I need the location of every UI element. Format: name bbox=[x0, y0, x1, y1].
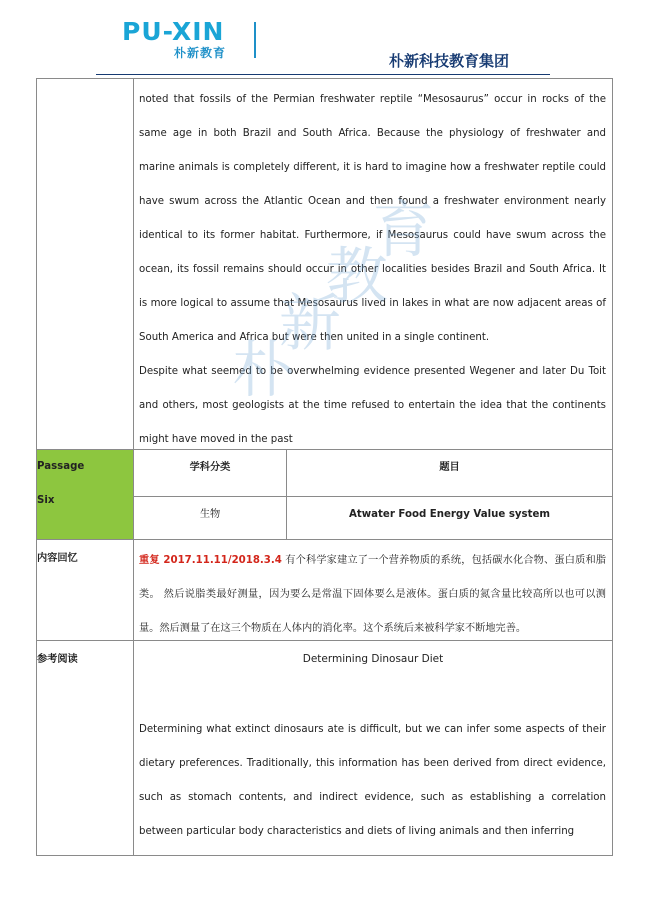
header-rule bbox=[96, 74, 550, 75]
repeat-tag: 重复 2017.11.11/2018.3.4 bbox=[139, 555, 282, 566]
logo-subtitle: 朴新教育 bbox=[174, 46, 227, 60]
watermark-glyph: 朴 bbox=[232, 333, 295, 407]
reference-paragraph: Determining what extinct dinosaurs ate is difficult, but we can infer some aspects of their dietary preferences. Traditionally, this information has been derived from direct evidence, such as stomach contents, and indirect evidence, such as establishing a correlation between particular body characteristics and diets of living animals and then inferring bbox=[139, 724, 606, 837]
subject-header: 学科分类 bbox=[134, 450, 287, 497]
subject-value: 生物 bbox=[134, 497, 287, 540]
watermark-glyph: 育 bbox=[372, 193, 435, 267]
topic-header: 题目 bbox=[287, 450, 613, 497]
empty-label-cell bbox=[37, 79, 134, 450]
passage-paragraph: noted that fossils of the Permian freshwater reptile “Mesosaurus” occur in rocks of the same age in both Brazil and South Africa. Because the physiology of freshwater and marine animals is completely different, it is hard to imagine how a freshwater reptile could have swum across the Atlantic Ocean and then found a freshwater environment nearly identical to its former habitat. Furthermore, if Mesosaurus could have swum across the ocean, its fossil remains should occur in other localities besides Brazil and South Africa. It is more logical to assume that Mesosaurus lived in lakes in what are now adjacent areas of South America and Africa but were then united in a single continent. bbox=[139, 94, 606, 343]
passage-six-header-row bbox=[37, 450, 613, 497]
reference-row bbox=[37, 641, 613, 856]
passage-paragraph: Despite what seemed to be overwhelming evidence presented Wegener and later Du Toit and others, most geologists at the time refused to entertain the idea that the continents might have moved in the past bbox=[139, 366, 606, 445]
passage-text-cell bbox=[134, 79, 613, 450]
reference-title: Determining Dinosaur Diet bbox=[302, 653, 444, 665]
logo-wordmark: PU-XIN bbox=[122, 17, 225, 46]
content-table bbox=[36, 78, 613, 856]
passage-label-line: Passage bbox=[37, 461, 85, 472]
topic-value: Atwater Food Energy Value system bbox=[287, 497, 613, 540]
passage-continuation-row bbox=[37, 79, 613, 450]
company-name: 朴新科技教育集团 bbox=[389, 52, 510, 70]
recall-text-cell bbox=[134, 540, 613, 641]
page-header bbox=[0, 0, 645, 78]
watermark-glyph: 教 bbox=[325, 239, 388, 313]
logo-divider bbox=[254, 22, 256, 58]
recall-row bbox=[37, 540, 613, 641]
reference-label: 参考阅读 bbox=[37, 641, 134, 856]
recall-text: 有个科学家建立了一个营养物质的系统，包括碳水化合物、蛋白质和脂类。 然后说脂类最好测量，因为要么是常温下固体要么是液体。蛋白质的氮含量比较高所以也可以测量。然后测量了在这三个物质在人体内的消化率。这个系统后来被科学家不断地完善。 bbox=[139, 555, 606, 634]
passage-six-label bbox=[37, 450, 134, 540]
reference-cell bbox=[134, 641, 613, 856]
passage-label-line: Six bbox=[37, 495, 55, 506]
watermark-glyph: 新 bbox=[279, 286, 342, 360]
recall-label: 内容回忆 bbox=[37, 540, 134, 641]
puxin-logo bbox=[122, 18, 262, 62]
